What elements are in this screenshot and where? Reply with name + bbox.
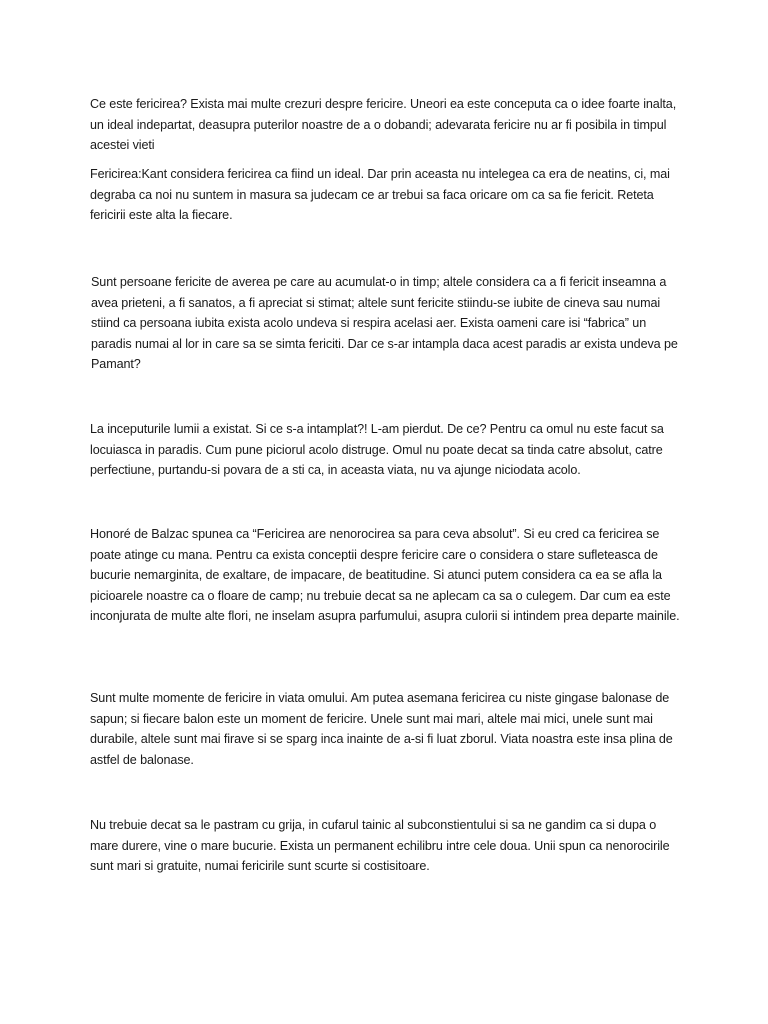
- paragraph-3: Sunt persoane fericite de averea pe care au acumulat-o in timp; altele considera ca a fi fericit inseamna a avea prieteni, a fi sanatos, a fi apreciat si stimat; altele sunt fericite stiindu-se iubite de cineva sau numai stiind ca persoana iubita exista acolo undeva si respira acelasi aer. Exista oameni care isi “fabrica” un paradis numai al lor in care sa se simta fericiti. Dar ce s-ar intampla daca acest paradis ar exista undeva pe Pamant?: [91, 275, 678, 371]
- paragraph-1: Ce este fericirea? Exista mai multe crezuri despre fericire. Uneori ea este conceputa ca o idee foarte inalta, un ideal indepartat, deasupra puterilor noastre de a o dobandi; adevarata fericire nu ar fi posibila in timpul acestei vieti: [90, 97, 677, 152]
- paragraph-5: Honoré de Balzac spunea ca “Fericirea are nenorocirea sa para ceva absolut”. Si eu cred ca fericirea se poate atinge cu mana. Pentru ca exista conceptii despre fericire care o considera o stare sufleteasca de bucurie nemarginita, de exaltare, de impacare, de beatitudine. Si atunci putem considera ca ea se afla la picioarele noastre ca o floare de camp; nu trebuie decat sa ne aplecam ca sa o culegem. Dar cum ea este inconjurata de multe alte flori, ne inselam asupra parfumului, asupra culorii si intindem prea departe mainile.: [90, 527, 680, 623]
- paragraph-2: Fericirea:Kant considera fericirea ca fiind un ideal. Dar prin aceasta nu intelegea ca era de neatins, ci, mai degraba ca noi nu suntem in masura sa judecam ce ar trebui sa faca oricare om ca sa fie fericit. Reteta fericirii este alta la fiecare.: [90, 167, 670, 222]
- paragraph-4: La inceputurile lumii a existat. Si ce s-a intamplat?! L-am pierdut. De ce? Pentru ca omul nu este facut sa locuiasca in paradis. Cum pune piciorul acolo distruge. Omul nu poate decat sa tinda catre absolut, catre perfectiune, purtandu-si povara de a sti ca, in aceasta viata, nu va ajunge niciodata acolo.: [90, 422, 664, 477]
- paragraph-6: Sunt multe momente de fericire in viata omului. Am putea asemana fericirea cu niste gingase balonase de sapun; si fiecare balon este un moment de fericire. Unele sunt mai mari, altele mai mici, unele sunt mai durabile, altele sunt mai firave si se sparg inca inainte de a-si fi luat zborul. Viata noastra este insa plina de astfel de balonase.: [90, 691, 673, 767]
- paragraph-7: Nu trebuie decat sa le pastram cu grija, in cufarul tainic al subconstientului si sa ne gandim ca si dupa o mare durere, vine o mare bucurie. Exista un permanent echilibru intre cele doua. Unii spun ca nenorocirile sunt mari si gratuite, numai fericirile sunt scurte si costisitoare.: [90, 818, 670, 873]
